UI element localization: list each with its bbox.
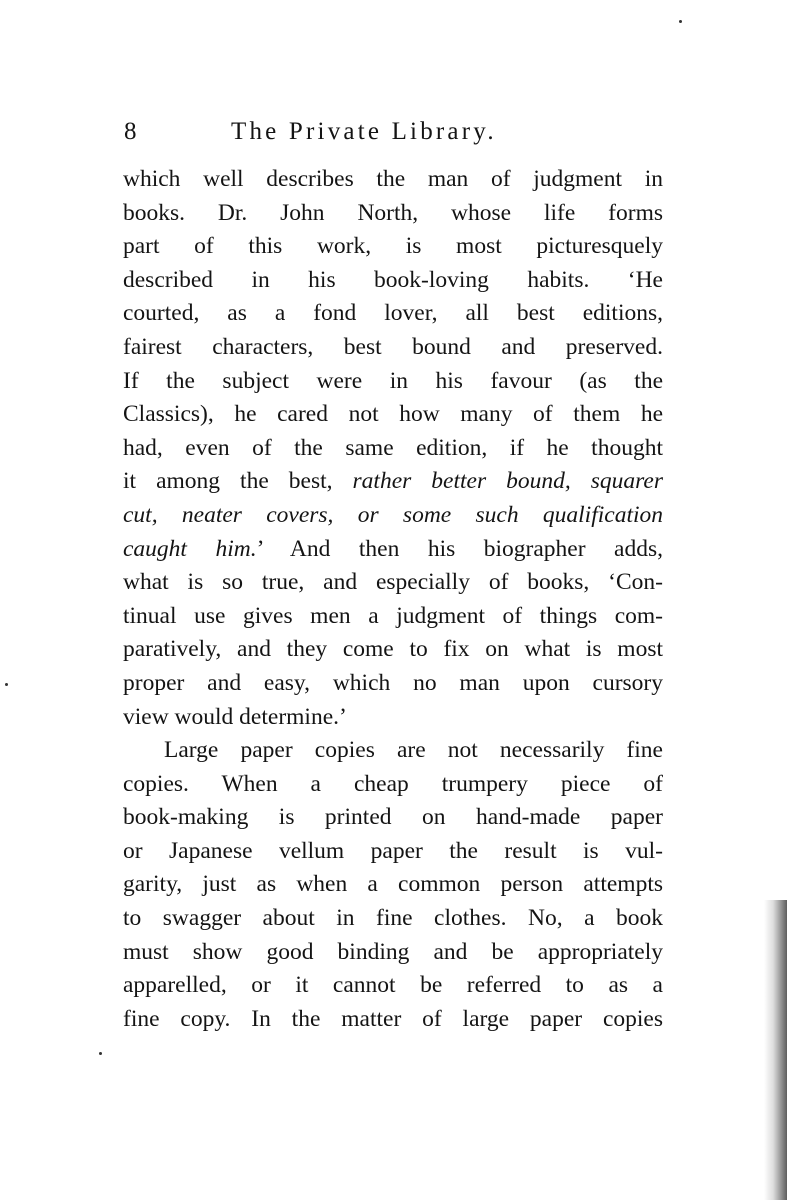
- text-line: or Japanese vellum paper the result is vul-: [123, 837, 663, 864]
- text-line: had, even of the same edition, if he thought: [123, 434, 663, 461]
- text-line: fairest characters, best bound and preserved.: [123, 333, 663, 360]
- body-text: [123, 163, 663, 1036]
- italic-quote: rather better bound, squarer: [352, 468, 663, 495]
- italic-quote: cut, neater covers, or some such qualification: [123, 501, 663, 528]
- text-line: courted, as a fond lover, all best editions,: [123, 300, 663, 327]
- scan-speck: [679, 20, 682, 23]
- page-number: 8: [124, 118, 137, 145]
- text-line: fine copy. In the matter of large paper copies: [123, 1005, 663, 1032]
- running-title: The Private Library.: [231, 118, 497, 145]
- page-header: [124, 114, 664, 150]
- roman-run: ’ And then his biographer adds,: [256, 535, 663, 562]
- text-line: proper and easy, which no man upon cursory: [123, 669, 663, 696]
- text-line: If the subject were in his favour (as the: [123, 367, 663, 394]
- page-edge-shadow: [764, 900, 787, 1200]
- text-line: what is so true, and especially of books, ‘Con-: [123, 569, 663, 596]
- text-line: part of this work, is most picturesquely: [123, 233, 663, 260]
- text-line-mixed: [123, 465, 663, 499]
- text-line: books. Dr. John North, whose life forms: [123, 199, 663, 226]
- scan-speck: [99, 1052, 102, 1055]
- roman-run: it among the best,: [123, 468, 333, 495]
- text-line: garity, just as when a common person attempts: [123, 871, 663, 898]
- text-line: paratively, and they come to fix on what is most: [123, 636, 663, 663]
- text-line: apparelled, or it cannot be referred to as a: [123, 972, 663, 999]
- text-line: which well describes the man of judgment in: [123, 166, 663, 192]
- text-line: described in his book-loving habits. ‘He: [123, 266, 663, 293]
- text-line-mixed: [123, 533, 663, 567]
- text-line: tinual use gives men a judgment of things com-: [123, 602, 663, 629]
- text-line: to swagger about in fine clothes. No, a book: [123, 905, 663, 932]
- text-line: book-making is printed on hand-made paper: [123, 804, 663, 831]
- paragraph-start-line: Large paper copies are not necessarily fine: [164, 737, 663, 764]
- text-line: must show good binding and be appropriately: [123, 938, 663, 965]
- text-line: view would determine.’: [123, 703, 347, 730]
- text-line: Classics), he cared not how many of them he: [123, 401, 663, 428]
- scan-speck: [5, 683, 8, 686]
- text-line: copies. When a cheap trumpery piece of: [123, 770, 663, 797]
- italic-quote: caught him.: [123, 535, 257, 562]
